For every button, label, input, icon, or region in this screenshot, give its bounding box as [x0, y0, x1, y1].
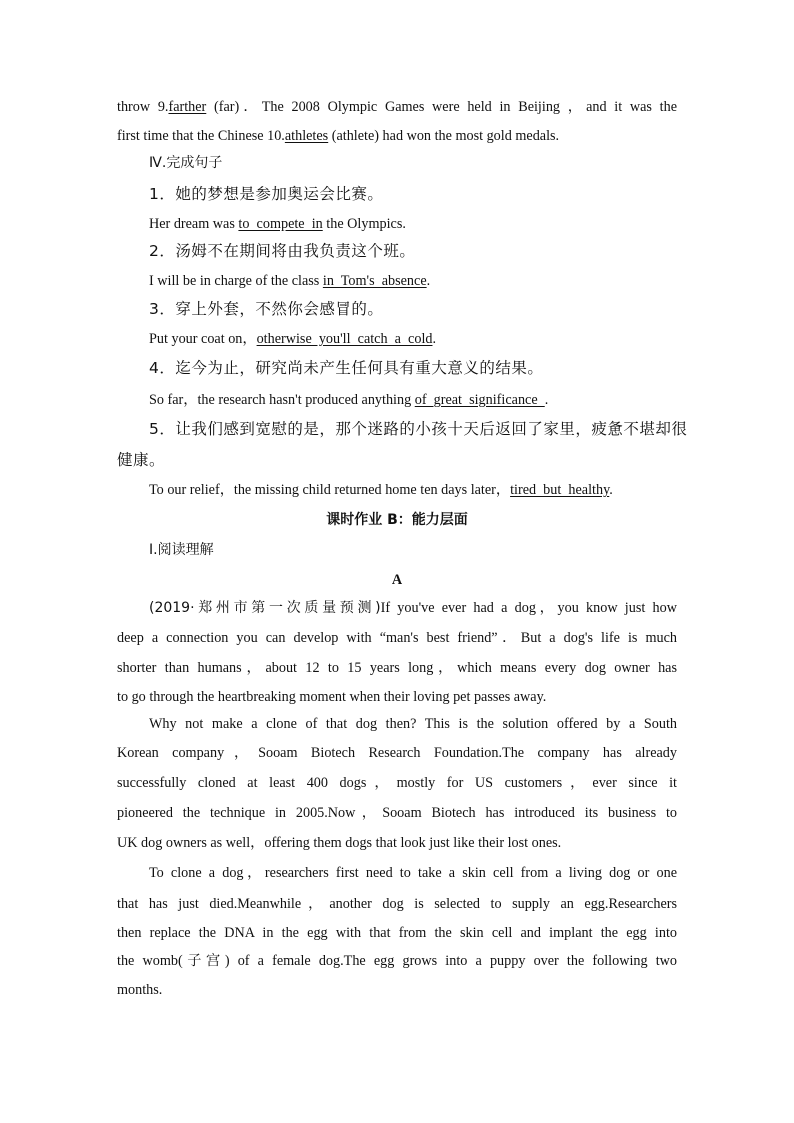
answer-blank: farther — [168, 99, 207, 115]
english-sentence — [149, 271, 677, 291]
answer-blank: tired but healthy — [510, 482, 610, 498]
text-span: I will be in charge of the class — [149, 273, 323, 289]
text-span: Put your coat on， — [149, 331, 257, 347]
answer-blank: to compete in — [238, 216, 323, 232]
section-heading: Ⅰ.阅读理解 — [149, 542, 214, 558]
passage-line: that has just died.Meanwhile，another dog is selected to supply an egg.Researchers — [117, 896, 677, 912]
passage-label: A — [391, 572, 403, 588]
passage-line: then replace the DNA in the egg with that from the skin cell and implant the egg into — [117, 925, 677, 941]
text-line — [117, 97, 677, 117]
english-sentence — [149, 480, 677, 500]
section-heading: Ⅳ.完成句子 — [149, 155, 223, 171]
text-span: the Olympics. — [322, 216, 406, 232]
answer-blank: athletes — [284, 128, 329, 144]
chinese-prompt: 4．迄今为止，研究尚未产生任何具有重大意义的结果。 — [149, 359, 544, 377]
source-note: (2019·郑州市第一次质量预测) — [149, 600, 381, 616]
text-span: . — [432, 331, 437, 347]
passage-line: months. — [117, 982, 163, 998]
text-span: first time that the Chinese 10. — [117, 128, 285, 144]
english-sentence — [149, 329, 677, 349]
passage-line: to go through the heartbreaking moment when their loving pet passes away. — [117, 689, 547, 705]
text-span: throw 9. — [117, 99, 169, 115]
chinese-prompt: 2．汤姆不在期间将由我负责这个班。 — [149, 242, 416, 260]
text-span: So far，the research hasn't produced anything — [149, 392, 415, 408]
text-line — [117, 126, 677, 146]
passage-line: Why not make a clone of that dog then? This is the solution offered by a South — [149, 716, 677, 732]
homework-title: 课时作业 B：能力层面 — [326, 512, 468, 528]
passage-line: successfully cloned at least 400 dogs，mostly for US customers，ever since it — [117, 775, 677, 791]
english-sentence — [149, 214, 677, 234]
passage-line: deep a connection you can develop with “man's best friend”．But a dog's life is much — [117, 630, 677, 646]
english-sentence — [149, 390, 677, 410]
chinese-prompt-continued: 健康。 — [117, 451, 166, 469]
answer-blank: otherwise you'll catch a cold — [256, 331, 433, 347]
chinese-prompt: 1．她的梦想是参加奥运会比赛。 — [149, 185, 384, 203]
text-span: (athlete) had won the most gold medals. — [328, 128, 560, 144]
passage-line: shorter than humans，about 12 to 15 years long，which means every dog owner has — [117, 660, 677, 676]
text-span: If you've ever had a dog，you know just how — [380, 600, 677, 616]
chinese-prompt: 5．让我们感到宽慰的是，那个迷路的小孩十天后返回了家里，疲惫不堪却很 — [149, 420, 688, 438]
text-span: Her dream was — [149, 216, 239, 232]
passage-line: the womb(子宫) of a female dog.The egg grows into a puppy over the following two — [117, 953, 677, 969]
text-span: . — [426, 273, 431, 289]
text-span: . — [544, 392, 549, 408]
text-span: . — [609, 482, 613, 498]
text-span: (far)．The 2008 Olympic Games were held in Beijing ，and it was the — [206, 99, 677, 115]
text-span: To our relief，the missing child returned home ten days later， — [149, 482, 511, 498]
answer-blank: in Tom's absence — [322, 273, 427, 289]
passage-line: UK dog owners as well，offering them dogs that look just like their lost ones. — [117, 835, 562, 851]
passage-line: To clone a dog，researchers first need to take a skin cell from a living dog or one — [149, 865, 677, 881]
passage-line — [149, 598, 677, 618]
passage-line: pioneered the technique in 2005.Now，Sooam Biotech has introduced its business to — [117, 805, 677, 821]
answer-blank: of great significance — [414, 392, 545, 408]
chinese-prompt: 3．穿上外套，不然你会感冒的。 — [149, 300, 384, 318]
passage-line: Korean company，Sooam Biotech Research Foundation.The company has already — [117, 745, 677, 761]
